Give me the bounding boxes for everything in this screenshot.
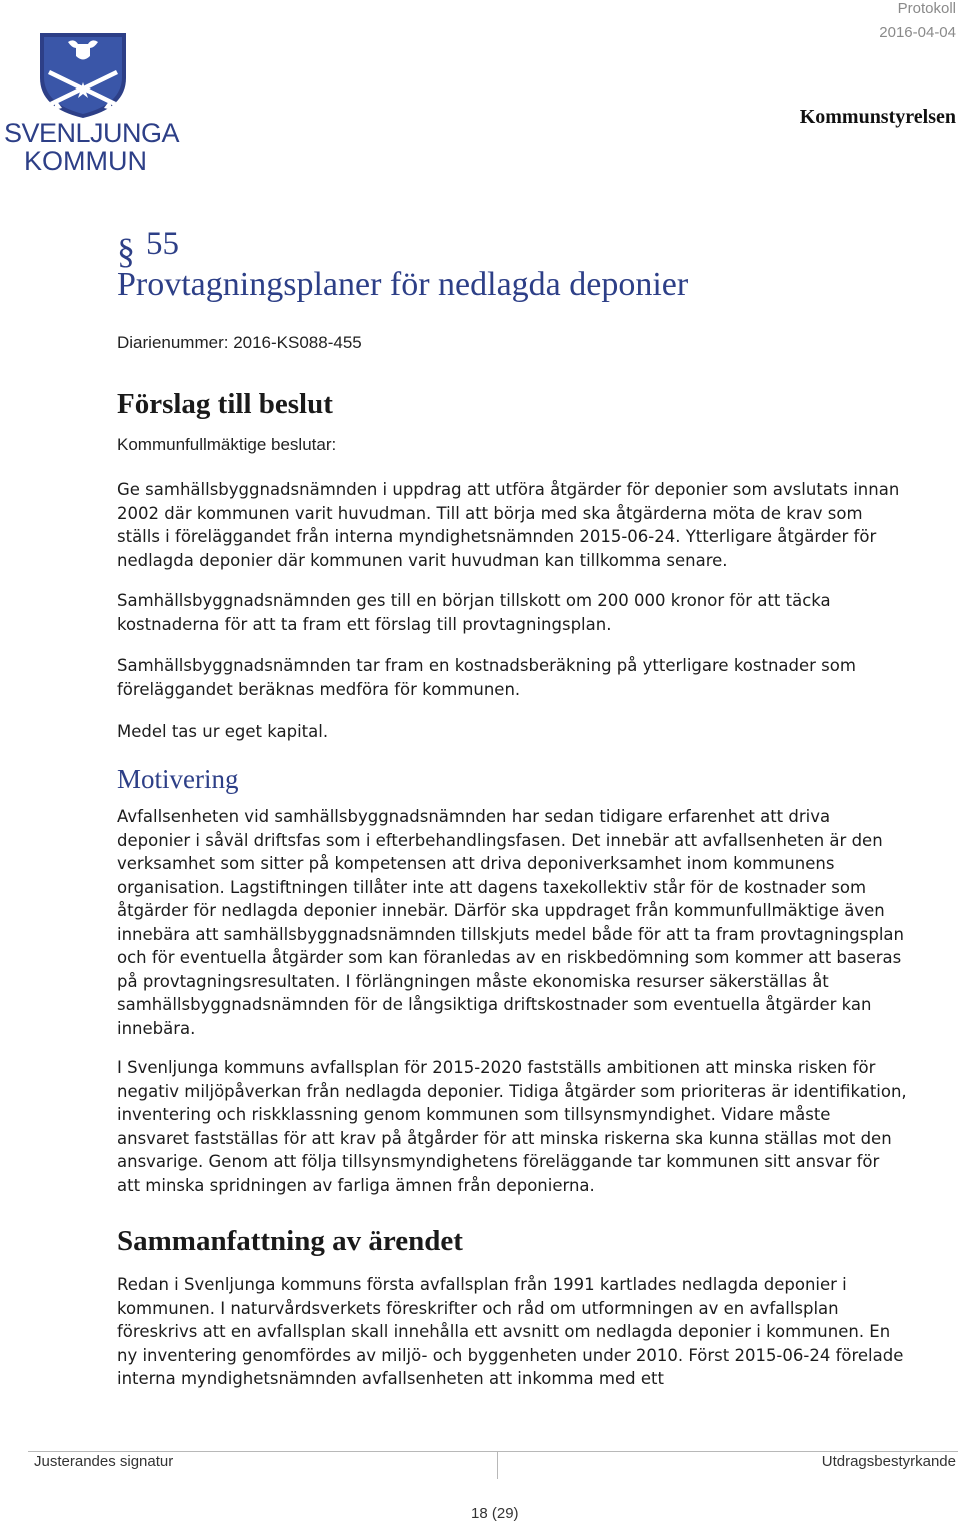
motivation-heading: Motivering xyxy=(117,764,239,794)
signature-label: Justerandes signatur xyxy=(34,1453,174,1470)
summary-paragraph: Redan i Svenljunga kommuns första avfallsplan från 1991 kartlades nedlagda deponier i kommunen. I naturvårdsverkets föreskrifter och råd om utformningen av en avfallsplan föreskrivs att en avfallsplan skall innehålla ett avsnitt om nedlagda deponier i kommunen. En ny inventering genomfördes av miljö- och byggenheten under 2010. Först 2015-06-24 förelade interna myndighetsnämnden avfallsenheten att inkomma med ett xyxy=(117,1275,904,1388)
document-type: Protokoll xyxy=(897,0,956,17)
paragraph-symbol: § xyxy=(117,231,135,271)
proposal-heading: Förslag till beslut xyxy=(117,388,333,420)
summary-heading: Sammanfattning av ärendet xyxy=(117,1225,463,1257)
municipality-logo xyxy=(4,30,180,180)
footer-divider xyxy=(28,1451,958,1452)
paragraph-number: 55 xyxy=(146,226,179,262)
footer-column-divider xyxy=(497,1452,498,1479)
document-date: 2016-04-04 xyxy=(879,24,956,41)
proposal-paragraph: Samhällsbyggnadsnämnden tar fram en kostnadsberäkning på ytterligare kostnader som föreläggandet beräknas medföra för kommunen. xyxy=(117,656,856,699)
page-number: 18 (29) xyxy=(471,1505,519,1522)
proposal-paragraph: Medel tas ur eget kapital. xyxy=(117,722,329,741)
logo-text-svenljunga: SVENLJUNGA xyxy=(4,118,180,148)
proposal-paragraph: Ge samhällsbyggnadsnämnden i uppdrag att utföra åtgärder för deponier som avslutats innan 2002 där kommunen varit huvudman. Till att börja med ska åtgärderna möta de krav som ställs i föreläggandet från interna myndighetsnämnden 2015-06-24. Ytterligare åtgärder för nedlagda deponier där kommunen varit huvudman kan tillkomma senare. xyxy=(117,480,900,570)
motivation-paragraph: I Svenljunga kommuns avfallsplan för 2015-2020 fastställs ambitionen att minska risken för negativ miljöpåverkan från nedlagda deponier. Tidiga åtgärder som prioriteras är identifikation, inventering och riskklassning genom kommunen som tillsynsmyndighet. Vidare måste ansvaret fastställas för att krav på åtgårder för att minska riskerna ska kunna ställas mot den ansvarige. Genom att följa tillsynsmyndighetens föreläggande tar kommunen sitt ansvar för att minska spridningen av farliga ämnen från deponierna. xyxy=(117,1058,907,1195)
page-title: Provtagningsplaner för nedlagda deponier xyxy=(117,266,689,303)
organ-name: Kommunstyrelsen xyxy=(799,106,956,128)
diary-number: Diarienummer: 2016-KS088-455 xyxy=(117,333,362,352)
certification-label: Utdragsbestyrkande xyxy=(821,1453,956,1470)
logo-text-kommun: KOMMUN xyxy=(24,146,147,176)
coat-of-arms-icon xyxy=(4,30,164,120)
proposal-intro: Kommunfullmäktige beslutar: xyxy=(117,435,337,454)
proposal-paragraph: Samhällsbyggnadsnämnden ges till en början tillskott om 200 000 kronor för att täcka kostnaderna för att ta fram ett förslag till provtagningsplan. xyxy=(117,591,831,634)
motivation-paragraph: Avfallsenheten vid samhällsbyggnadsnämnden har sedan tidigare erfarenhet att driva deponier i såväl driftsfas som i efterbehandlingsfasen. Det innebär att avfallsenheten är den verksamhet som sitter på kompetensen att driva deponiverksamhet inom kommunens organisation. Lagstiftningen tillåter inte att dagens taxekollektiv står för de kostnader som åtgärder för nedlagda deponier innebär. Därför ska uppdraget från kommunfullmäktige även innebära att samhällsbyggnadsnämnden tillskjuts medel både för att ta fram provtagningsplan och för eventuella åtgärder som kan föranledas av en riskbedömning som kommer att baseras på provtagningsresultaten. I förlängningen måste ekonomiska resurser säkerställas åt samhällsbyggnadsnämnden för de långsiktiga driftskostnader som eventuella åtgärder kan innebära. xyxy=(117,807,904,1038)
